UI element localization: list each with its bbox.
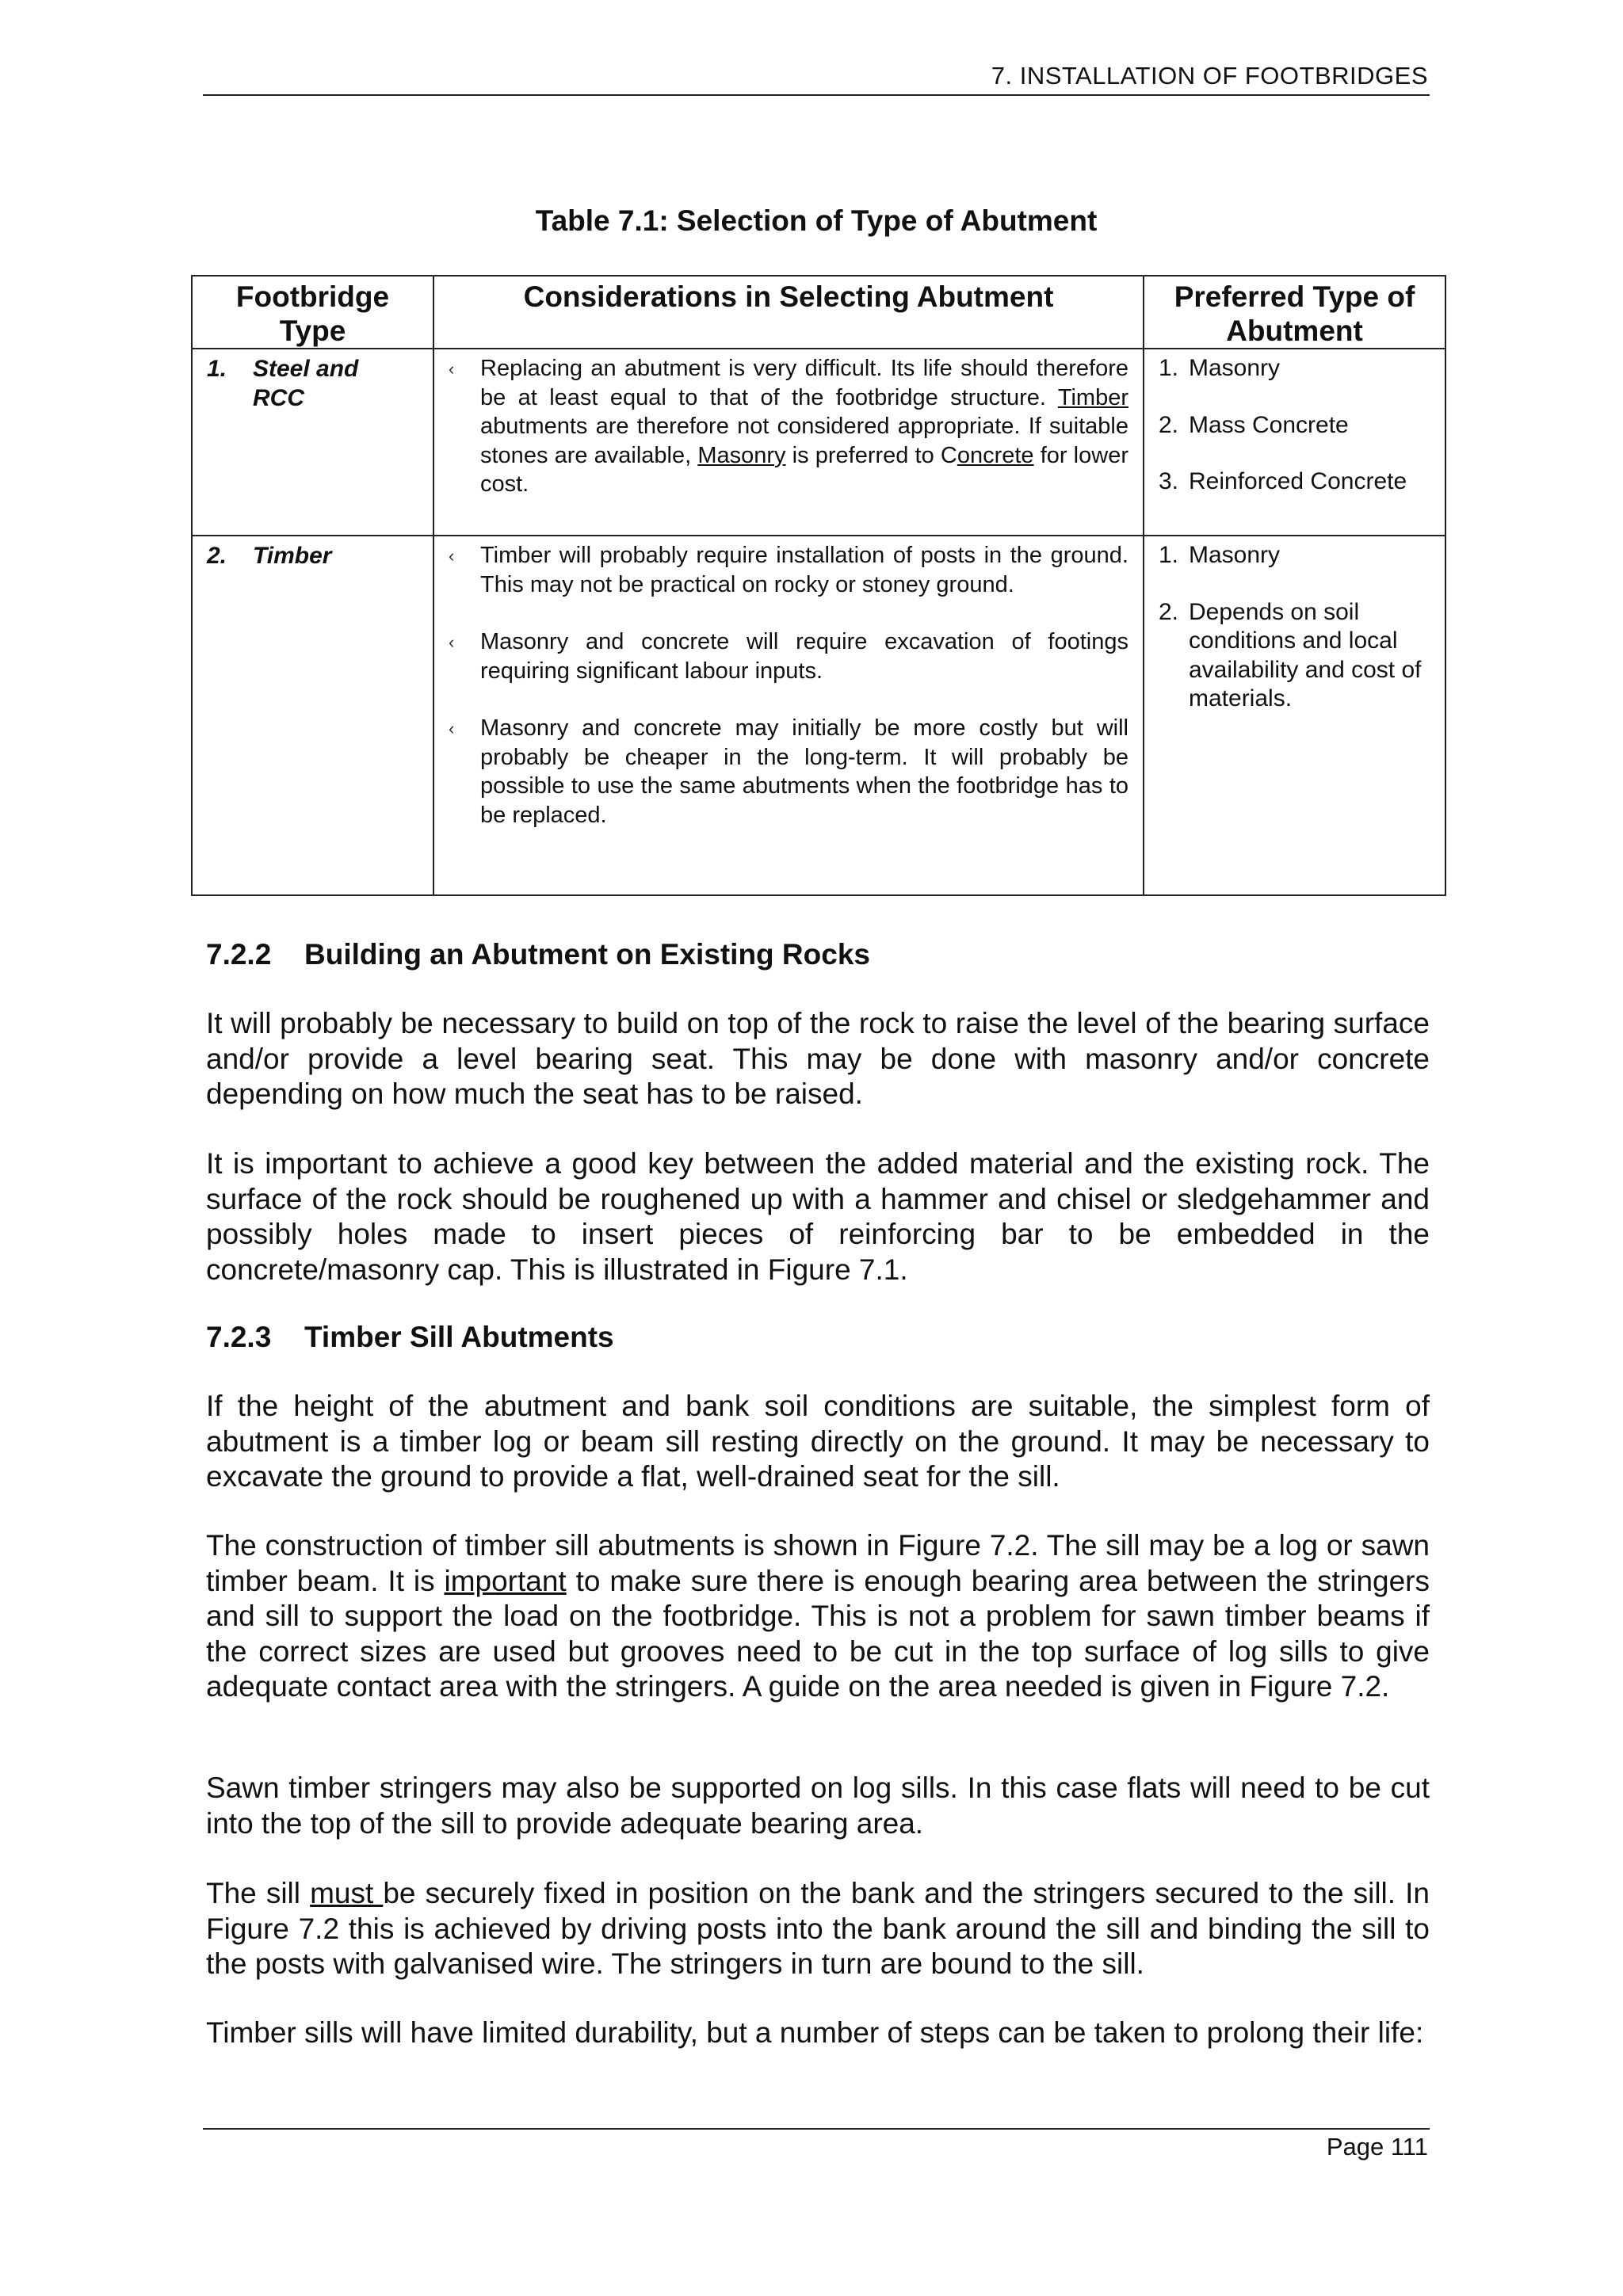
section-number: 7.2.3 bbox=[206, 1321, 272, 1353]
footbridge-type-name: Steel and RCC bbox=[253, 356, 359, 411]
list-item bbox=[1159, 541, 1435, 570]
section-heading-7-2-3 bbox=[206, 1321, 614, 1354]
section-number: 7.2.2 bbox=[206, 938, 272, 971]
item-number: 2. bbox=[1159, 411, 1179, 438]
section-title: Building an Abutment on Existing Rocks bbox=[304, 938, 870, 971]
text-segment: abutments are therefore not considered appropriate. If suitable stones are available, bbox=[480, 414, 1128, 468]
underlined-important: important bbox=[444, 1564, 567, 1597]
row-number: 2. bbox=[207, 543, 227, 569]
considerations-cell bbox=[433, 349, 1144, 536]
preferred-type-cell bbox=[1144, 349, 1445, 536]
paragraph: It will probably be necessary to build on top of the rock to raise the level of the bearing surface and/or provide a level bearing seat. This may be done with masonry and/or concrete depending on how much the seat has to be raised. bbox=[206, 1007, 1430, 1110]
text-segment: to make sure there is enough bearing area between the stringers and sill to support the load on the footbridge. This is not a problem for sawn timber beams if the correct sizes are used but grooves need to be cut in the top surface of log sills to give adequate contact area with the stringers. A guide on the area needed is given in Figure 7.2. bbox=[206, 1564, 1430, 1703]
paragraph: It is important to achieve a good key between the added material and the existing rock. The surface of the rock should be roughened up with a hammer and chisel or sledgehammer and possibly holes made to insert pieces of reinforcing bar to be embedded in the concrete/masonry cap. This is illustrated in Figure 7.1. bbox=[206, 1147, 1430, 1286]
table-header-row bbox=[192, 276, 1445, 349]
underlined-masonry: Masonry bbox=[697, 442, 786, 468]
section-heading-7-2-2 bbox=[206, 938, 870, 971]
text-segment: for lower cost. bbox=[480, 442, 1128, 497]
consideration-text bbox=[480, 354, 1128, 499]
text-segment: The construction of timber sill abutments is shown in Figure 7.2. The sill may be a log or sawn timber beam. It is bbox=[206, 1529, 1430, 1597]
list-item bbox=[449, 354, 1128, 499]
bullet-icon: ‹ bbox=[449, 359, 455, 379]
list-item bbox=[1159, 467, 1435, 497]
preferred-abutment: Mass Concrete bbox=[1189, 411, 1349, 438]
paragraph bbox=[206, 1528, 1430, 1705]
item-number: 2. bbox=[1159, 598, 1179, 625]
list-item bbox=[1159, 598, 1435, 714]
header-considerations: Considerations in Selecting Abutment bbox=[433, 276, 1144, 349]
footer-rule bbox=[203, 2128, 1430, 2130]
list-item bbox=[449, 627, 1128, 685]
preferred-type-cell bbox=[1144, 536, 1445, 895]
bullet-icon: ‹ bbox=[449, 719, 455, 738]
header-footbridge-type: Footbridge Type bbox=[192, 276, 433, 349]
paragraph: Sawn timber stringers may also be supported on log sills. In this case flats will need to be cut into the top of the sill to provide adequate bearing area. bbox=[206, 1772, 1430, 1840]
page-number: Page 111 bbox=[1326, 2133, 1428, 2161]
paragraph bbox=[206, 1876, 1430, 1982]
underlined-timber: Timber bbox=[1057, 384, 1128, 410]
list-item bbox=[1159, 411, 1435, 441]
item-number: 3. bbox=[1159, 468, 1179, 494]
consideration-text: Masonry and concrete will require excavation of footings requiring significant labour inputs. bbox=[480, 629, 1128, 684]
considerations-cell bbox=[433, 536, 1144, 895]
header-rule bbox=[203, 94, 1430, 96]
row-number: 1. bbox=[207, 356, 227, 382]
preferred-abutment: Reinforced Concrete bbox=[1189, 468, 1407, 494]
underlined-concrete: oncrete bbox=[957, 442, 1034, 468]
preferred-abutment: Masonry bbox=[1189, 542, 1281, 568]
footbridge-type-cell bbox=[192, 536, 433, 895]
text-segment: is preferred to C bbox=[785, 442, 957, 468]
paragraph: If the height of the abutment and bank soil conditions are suitable, the simplest form of abutment is a timber log or beam sill resting directly on the ground. It may be necessary to excavate the ground to provide a flat, well-drained seat for the sill. bbox=[206, 1390, 1430, 1493]
consideration-text: Timber will probably require installation of posts in the ground. This may not be practical on rocky or stoney ground. bbox=[480, 543, 1128, 597]
bullet-icon: ‹ bbox=[449, 632, 455, 652]
text-segment: be securely fixed in position on the bank and the stringers secured to the sill. In Figure 7.2 this is achieved by driving posts into the bank around the sill and binding the sill to the posts with galvanised wire. The stringers in turn are bound to the sill. bbox=[206, 1877, 1430, 1980]
table-row bbox=[192, 349, 1445, 536]
running-header: 7. INSTALLATION OF FOOTBRIDGES bbox=[991, 62, 1428, 90]
list-item bbox=[449, 714, 1128, 830]
footbridge-type-name: Timber bbox=[253, 543, 332, 569]
text-segment: The sill bbox=[206, 1877, 311, 1909]
table-caption: Table 7.1: Selection of Type of Abutment bbox=[535, 204, 1098, 237]
paragraph: Timber sills will have limited durability, but a number of steps can be taken to prolong their life: bbox=[206, 2016, 1424, 2049]
footbridge-type-cell bbox=[192, 349, 433, 536]
preferred-abutment: Depends on soil conditions and local availability and cost of materials. bbox=[1189, 598, 1422, 711]
bullet-icon: ‹ bbox=[449, 546, 455, 566]
abutment-selection-table bbox=[191, 275, 1446, 896]
text-segment: Replacing an abutment is very difficult. Its life should therefore be at least equal to that of the footbridge structure. bbox=[480, 356, 1128, 410]
underlined-must: must bbox=[310, 1877, 384, 1909]
item-number: 1. bbox=[1159, 355, 1179, 381]
list-item bbox=[1159, 354, 1435, 383]
header-preferred-type: Preferred Type of Abutment bbox=[1144, 276, 1445, 349]
consideration-text: Masonry and concrete may initially be more costly but will probably be cheaper in the long-term. It will probably be possible to use the same abutments when the footbridge has to be replaced. bbox=[480, 715, 1128, 828]
list-item bbox=[449, 541, 1128, 599]
section-title: Timber Sill Abutments bbox=[304, 1321, 614, 1353]
table-row bbox=[192, 536, 1445, 895]
preferred-abutment: Masonry bbox=[1189, 355, 1281, 381]
item-number: 1. bbox=[1159, 542, 1179, 568]
